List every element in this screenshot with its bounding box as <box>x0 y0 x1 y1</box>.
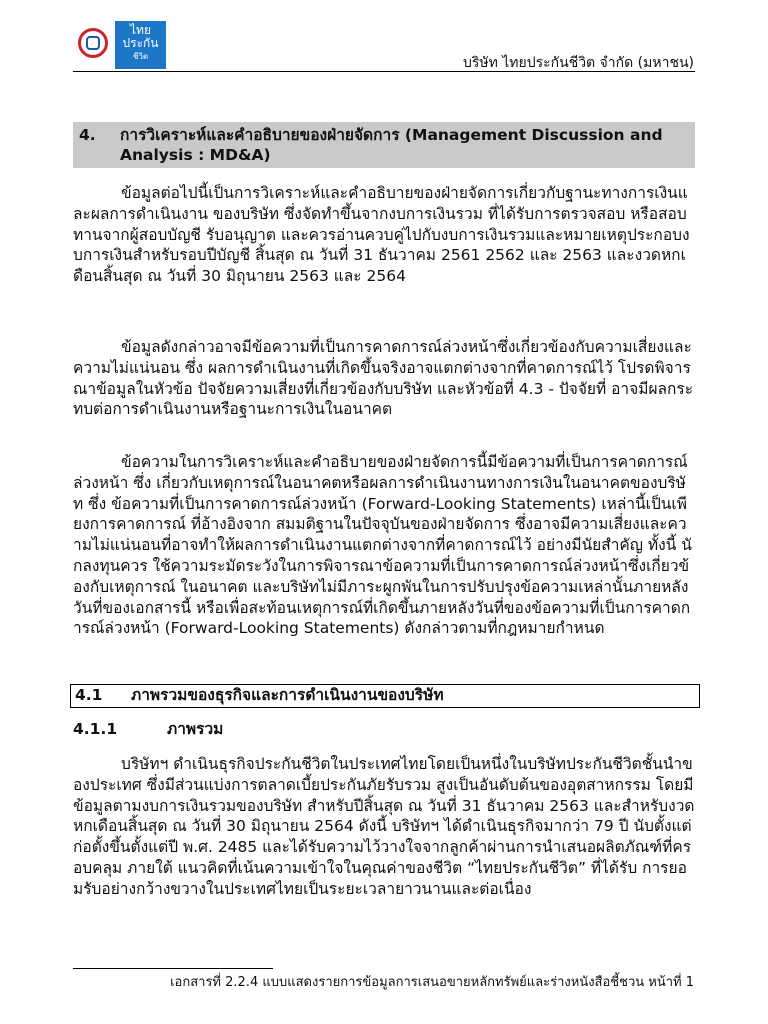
paragraph-2: ข้อมูลดังกล่าวอาจมีข้อความที่เป็นการคาดการณ์ล่วงหน้าซึ่งเกี่ยวข้องกับความเสี่ยงและความไม่แน่นอน ซึ่ง ผลการดำเนินงานที่เกิดขึ้นจริงอาจแตกต่างจากที่คาดการณ์ไว้ โปรดพิจารณาข้อมูลในหัวข้อ ปัจจัยความเสี่ยงที่เกี่ยวข้องกับบริษัท และหัวข้อที่ 4.3 - ปัจจัยที่ อาจมีผลกระทบต่อการดำเนินงานหรือฐานะการเงินในอนาคต <box>73 338 694 419</box>
paragraph-3: ข้อความในการวิเคราะห์และคำอธิบายของฝ่ายจัดการนี้มีข้อความที่เป็นการคาดการณ์ล่วงหน้า ซึ่ง เกี่ยวกับเหตุการณ์ในอนาคตหรือผลการดำเนินงานทางการเงินในอนาคตของบริษัท ซึ่ง ข้อความที่เป็นการคาดการณ์ล่วงหน้า (Forward-Looking Statements) เหล่านี้เป็นเพียงการคาดการณ์ ที่อ้างอิงจาก สมมติฐานในปัจจุบันของฝ่ายจัดการ ซึ่งอาจมีความเสี่ยงและความไม่แน่นอนที่อาจทำให้ผลการดำเนินงานแตกต่างจากที่คาดการณ์ไว้ อย่างมีนัยสำคัญ ทั้งนี้ นักลงทุนควร ใช้ความระมัดระวังในการพิจารณาข้อความที่เป็นการคาดการณ์ล่วงหน้าซึ่งเกี่ยวข้องกับเหตุการณ์ ในอนาคต และบริษัทไม่มีภาระผูกพันในการปรับปรุงข้อความเหล่านั้นภายหลังวันที่ของเอกสารนี้ หรือเพื่อสะท้อนเหตุการณ์ที่เกิดขึ้นภายหลังวันที่ของข้อความที่เป็นการคาดการณ์ล่วงหน้า (Forward-Looking Statements) ดังกล่าวตามที่กฎหมายกำหนด <box>73 453 692 638</box>
section-4-1-heading <box>70 684 700 708</box>
section-4-1-title: ภาพรวมของธุรกิจและการดำเนินงานของบริษัท <box>131 686 444 704</box>
logo-text-line2: ประกัน <box>122 36 159 50</box>
section-4-1-number: 4.1 <box>75 686 103 704</box>
logo-text-line3: ชีวิต <box>132 52 149 61</box>
page-header <box>0 0 768 76</box>
footer-divider <box>73 968 273 969</box>
section-4-number: 4. <box>79 126 96 144</box>
paragraph-4: บริษัทฯ ดำเนินธุรกิจประกันชีวิตในประเทศไทยโดยเป็นหนึ่งในบริษัทประกันชีวิตชั้นนำของประเทศ ซึ่งมีส่วนแบ่งการตลาดเบี้ยประกันภัยรับรวม สูงเป็นอันดับต้นของอุตสาหกรรม โดยมีข้อมูลตามงบการเงินรวมของบริษัท สำหรับปีสิ้นสุด ณ วันที่ 31 ธันวาคม 2563 และสำหรับงวดหกเดือนสิ้นสุด ณ วันที่ 30 มิถุนายน 2564 ดังนี้ บริษัทฯ ได้ดำเนินธุรกิจมากว่า 79 ปี นับตั้งแต่ก่อตั้งขึ้นตั้งแต่ปี พ.ศ. 2485 และได้รับความไว้วางใจจากลูกค้าผ่านการนำเสนอผลิตภัณฑ์ที่ครอบคลุม ภายใต้ แนวคิดที่เน้นความเข้าใจในคุณค่าของชีวิต “ไทยประกันชีวิต” ที่ได้รับ การยอมรับอย่างกว้างขวางในประเทศไทยเป็นระยะเวลายาวนานและต่อเนื่อง <box>73 755 695 898</box>
company-emblem-icon <box>78 28 108 58</box>
section-4-1-1-number: 4.1.1 <box>73 720 118 738</box>
header-divider <box>73 71 695 72</box>
section-4-1-1-title: ภาพรวม <box>167 720 224 738</box>
company-logo <box>115 21 166 69</box>
paragraph-1: ข้อมูลต่อไปนี้เป็นการวิเคราะห์และคำอธิบายของฝ่ายจัดการเกี่ยวกับฐานะทางการเงินและผลการดำเนินงาน ของบริษัท ซึ่งจัดทำขึ้นจากงบการเงินรวม ที่ได้รับการตรวจสอบ หรือสอบทานจากผู้สอบบัญชี รับอนุญาต และควรอ่านควบคู่ไปกับงบการเงินรวมและหมายเหตุประกอบงบการเงินสำหรับรอบปีบัญชี สิ้นสุด ณ วันที่ 31 ธันวาคม 2561 2562 และ 2563 และงวดหกเดือนสิ้นสุด ณ วันที่ 30 มิถุนายน 2563 และ 2564 <box>73 184 690 286</box>
section-4-heading <box>73 122 695 168</box>
header-company-name: บริษัท ไทยประกันชีวิต จำกัด (มหาชน) <box>462 55 694 71</box>
page-footer: เอกสารที่ 2.2.4 แบบแสดงรายการข้อมูลการเสนอขายหลักทรัพย์และร่างหนังสือชี้ชวน หน้าที่ 1 <box>170 975 694 990</box>
section-4-title: การวิเคราะห์และคำอธิบายของฝ่ายจัดการ (Management Discussion and Analysis : MD&A) <box>120 126 663 164</box>
logo-text-line1: ไทย <box>130 23 151 37</box>
